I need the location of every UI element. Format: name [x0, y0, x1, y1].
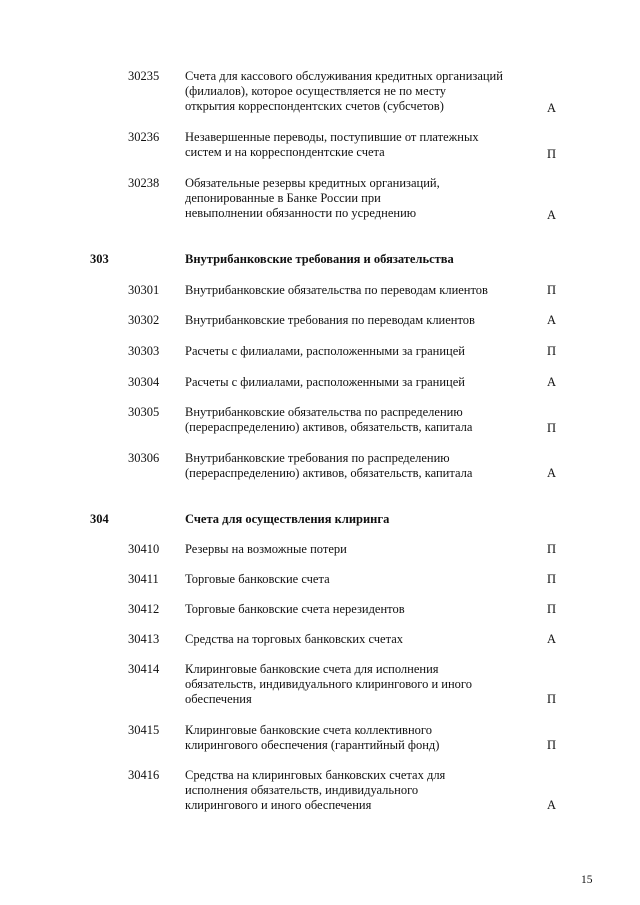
- description-line: Внутрибанковские обязательства по распределению: [185, 405, 463, 419]
- description-line: открытия корреспондентских счетов (субсчетов): [185, 99, 444, 113]
- account-description: [185, 69, 525, 114]
- account-code: 30413: [128, 632, 160, 646]
- description-line: Клиринговые банковские счета для исполнения: [185, 662, 439, 676]
- description-line: Незавершенные переводы, поступившие от платежных: [185, 130, 479, 144]
- account-type: А: [547, 313, 557, 327]
- description-line: Внутрибанковские требования по распределению: [185, 451, 450, 465]
- account-type: П: [547, 421, 557, 435]
- account-code: 30304: [128, 375, 160, 389]
- description-line: Внутрибанковские требования по переводам клиентов: [185, 313, 475, 327]
- account-type: П: [547, 692, 557, 706]
- account-code: 30301: [128, 283, 160, 297]
- description-line: исполнения обязательств, индивидуального: [185, 783, 419, 797]
- page-number: 15: [581, 874, 593, 886]
- description-line: Обязательные резервы кредитных организаций,: [185, 176, 440, 190]
- description-line: (перераспределению) активов, обязательств, капитала: [185, 466, 473, 480]
- account-description: [185, 723, 525, 753]
- account-type: П: [547, 344, 557, 358]
- account-description: [185, 405, 525, 435]
- description-line: Клиринговые банковские счета коллективного: [185, 723, 432, 737]
- section-title: Внутрибанковские требования и обязательства: [185, 252, 454, 266]
- account-description: [185, 451, 525, 481]
- account-code: 30415: [128, 723, 160, 737]
- description-line: клирингового и иного обеспечения: [185, 798, 372, 812]
- description-line: (перераспределению) активов, обязательств, капитала: [185, 420, 473, 434]
- description-line: Средства на торговых банковских счетах: [185, 632, 403, 646]
- account-type: П: [547, 572, 557, 586]
- account-type: А: [547, 466, 557, 480]
- account-description: [185, 313, 525, 328]
- account-type: П: [547, 738, 557, 752]
- account-description: [185, 283, 525, 298]
- account-code: 30412: [128, 602, 160, 616]
- description-line: обеспечения: [185, 692, 252, 706]
- account-type: П: [547, 283, 557, 297]
- account-code: 30302: [128, 313, 160, 327]
- account-code: 30411: [128, 572, 159, 586]
- section-title: Счета для осуществления клиринга: [185, 512, 390, 526]
- account-type: А: [547, 101, 557, 115]
- description-line: депонированные в Банке России при: [185, 191, 381, 205]
- description-line: (филиалов), которое осуществляется не по месту: [185, 84, 447, 98]
- account-type: А: [547, 208, 557, 222]
- account-type: П: [547, 147, 557, 161]
- description-line: систем и на корреспондентские счета: [185, 145, 385, 159]
- account-description: [185, 768, 525, 813]
- description-line: клирингового обеспечения (гарантийный фонд): [185, 738, 440, 752]
- account-code: 30235: [128, 69, 160, 83]
- account-code: 30410: [128, 542, 160, 556]
- account-type: А: [547, 375, 557, 389]
- account-code: 30236: [128, 130, 160, 144]
- account-code: 30416: [128, 768, 160, 782]
- description-line: невыполнении обязанности по усреднению: [185, 206, 417, 220]
- description-line: Торговые банковские счета нерезидентов: [185, 602, 405, 616]
- account-description: [185, 130, 525, 160]
- account-description: [185, 602, 525, 617]
- account-description: [185, 176, 525, 221]
- section-code: 303: [90, 252, 109, 266]
- account-description: [185, 572, 525, 587]
- account-type: П: [547, 542, 557, 556]
- account-code: 30305: [128, 405, 160, 419]
- description-line: Расчеты с филиалами, расположенными за границей: [185, 375, 465, 389]
- section-code: 304: [90, 512, 109, 526]
- account-type: А: [547, 798, 557, 812]
- description-line: Расчеты с филиалами, расположенными за границей: [185, 344, 465, 358]
- account-description: [185, 375, 525, 390]
- account-description: [185, 542, 525, 557]
- account-type: П: [547, 602, 557, 616]
- account-code: 30414: [128, 662, 160, 676]
- description-line: Счета для кассового обслуживания кредитных организаций: [185, 69, 503, 83]
- description-line: обязательств, индивидуального клирингового и иного: [185, 677, 472, 691]
- account-description: [185, 344, 525, 359]
- account-description: [185, 662, 525, 707]
- description-line: Резервы на возможные потери: [185, 542, 347, 556]
- description-line: Средства на клиринговых банковских счетах для: [185, 768, 446, 782]
- account-code: 30306: [128, 451, 160, 465]
- description-line: Торговые банковские счета: [185, 572, 330, 586]
- account-type: А: [547, 632, 557, 646]
- account-code: 30238: [128, 176, 160, 190]
- account-description: [185, 632, 525, 647]
- description-line: Внутрибанковские обязательства по переводам клиентов: [185, 283, 488, 297]
- account-code: 30303: [128, 344, 160, 358]
